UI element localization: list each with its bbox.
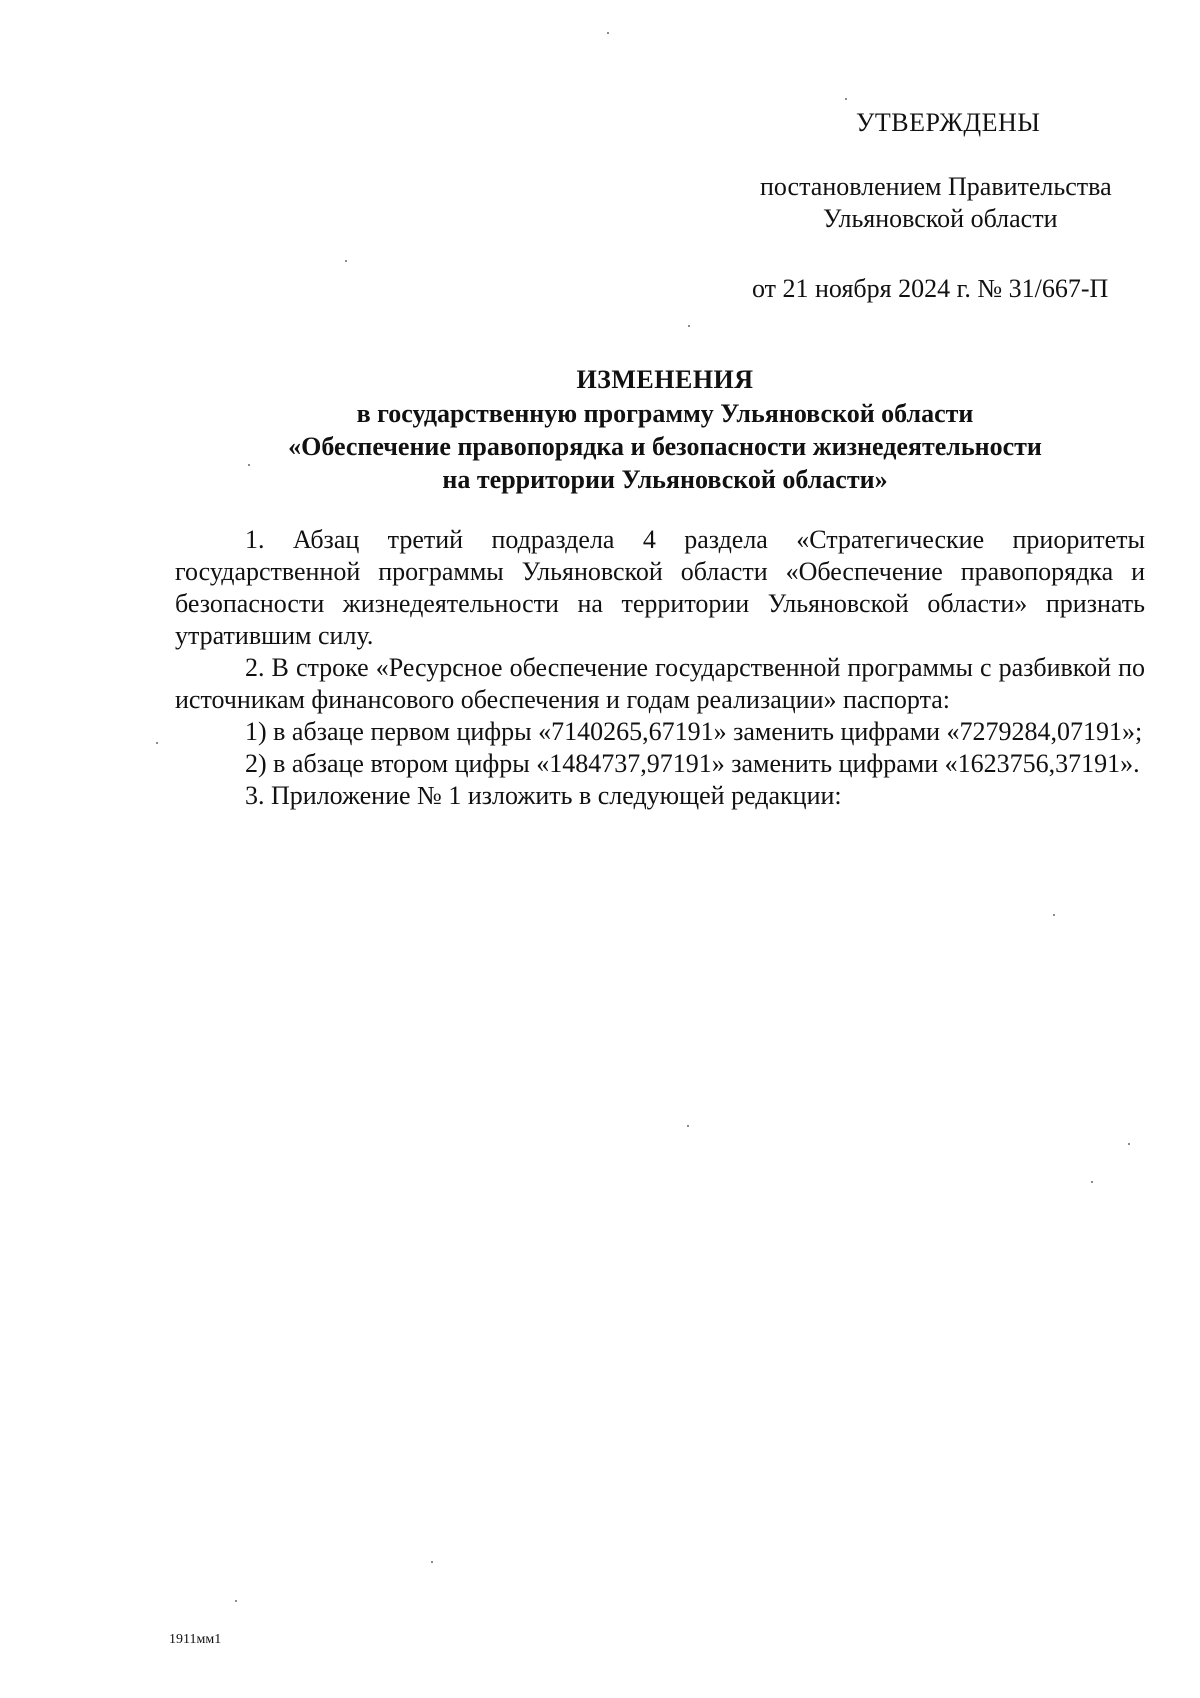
scan-speck <box>156 742 158 744</box>
scan-speck <box>845 98 847 100</box>
document-subtitle-line-3: на территории Ульяновской области» <box>442 465 888 494</box>
scan-speck <box>687 1125 689 1127</box>
document-subtitle-line-2: «Обеспечение правопорядка и безопасности жизнедеятельности <box>288 432 1042 461</box>
paragraph-subitem-2: 2) в абзаце втором цифры «1484737,97191» заменить цифрами «1623756,37191». <box>245 749 1140 778</box>
scan-speck <box>248 464 250 466</box>
scan-speck <box>345 260 347 262</box>
scan-speck <box>688 325 690 327</box>
scan-speck <box>1091 1181 1093 1183</box>
document-title: ИЗМЕНЕНИЯ <box>576 365 754 394</box>
scan-speck <box>607 32 609 34</box>
paragraph-subitem-1: 1) в абзаце первом цифры «7140265,67191» заменить цифрами «7279284,07191»; <box>245 717 1143 746</box>
paragraph-item-3: 3. Приложение № 1 изложить в следующей редакции: <box>245 781 842 810</box>
paragraph-item-2: 2. В строке «Ресурсное обеспечение государственной программы с разбивкой по источникам финансового обеспечения и годам реализации» паспорта: <box>175 653 1145 714</box>
scan-speck <box>235 1600 237 1602</box>
scan-speck <box>1053 914 1055 916</box>
approval-stamp-line-2: Ульяновской области <box>823 204 1058 233</box>
approval-stamp-date: от 21 ноября 2024 г. № 31/667-П <box>752 274 1109 303</box>
scan-speck <box>1128 1143 1130 1145</box>
approval-stamp-title: УТВЕРЖДЕНЫ <box>856 108 1041 137</box>
scan-speck <box>431 1561 433 1563</box>
document-body <box>175 524 1145 812</box>
document-subtitle-line-1: в государственную программу Ульяновской области <box>356 399 974 428</box>
footer-document-code: 1911мм1 <box>169 1632 222 1647</box>
paragraph-item-1: 1. Абзац третий подраздела 4 раздела «Стратегические приоритеты государственной программы Ульяновской области «Обеспечение правопорядка и безопасности жизнедеятельности на территории Ульяновской области» признать утратившим силу. <box>175 525 1145 650</box>
approval-stamp-line-1: постановлением Правительства <box>760 172 1112 201</box>
